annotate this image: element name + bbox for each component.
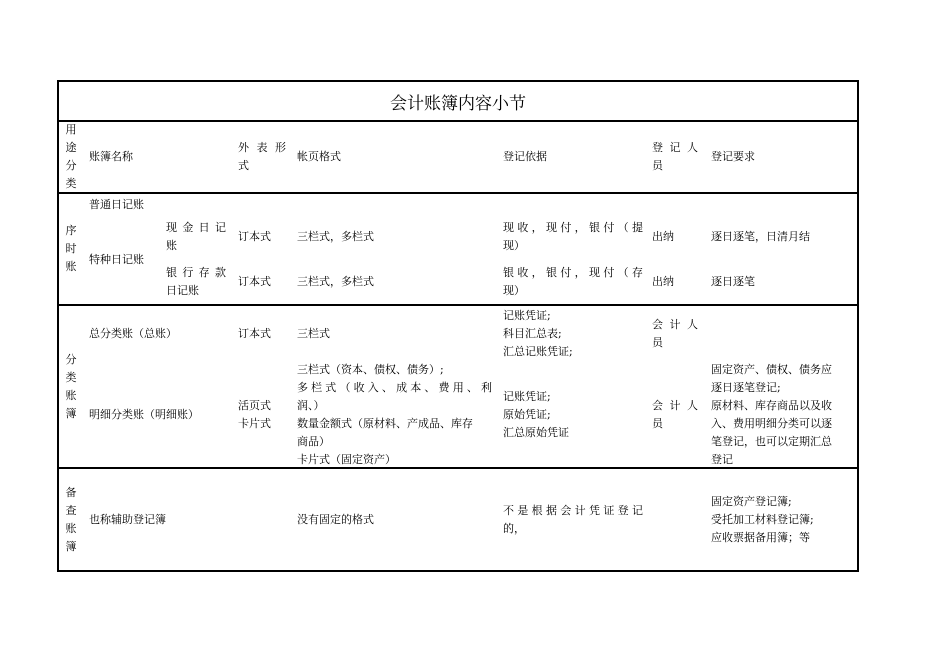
category-cls: 分 类 账 簿 bbox=[65, 352, 77, 420]
memo-name: 也称辅助登记簿 bbox=[89, 512, 166, 526]
subsidiary-ledger-req: 固定资产、债权、债务应 逐日逐笔登记; 原材料、库存商品以及收 入、费用明细分类可以逐 笔登记，也可以定期汇总 登记 bbox=[711, 362, 832, 466]
bank-journal-basis: 银收，银付，现付（存 现） bbox=[503, 266, 643, 297]
general-ledger-person: 会 计 人 员 bbox=[652, 318, 698, 349]
table-title: 会计账簿内容小节 bbox=[390, 93, 526, 114]
header-format: 帐页格式 bbox=[297, 150, 341, 163]
general-ledger-name: 总分类账（总账） bbox=[89, 327, 177, 340]
cash-journal-format: 三栏式，多栏式 bbox=[297, 230, 374, 243]
subsidiary-ledger-format: 三栏式（资本、债权、债务）; 多栏式（收入、成本、费用、利 润、） 数量金额式（原材料、产成品、库存 商品） 卡片式（固定资产） bbox=[297, 362, 492, 466]
category-memo: 备 查 账 簿 bbox=[65, 485, 77, 553]
cash-journal-person: 出纳 bbox=[652, 230, 674, 243]
summary-table bbox=[57, 80, 859, 572]
memo-basis: 不是根据会计凭证登记 的， bbox=[503, 503, 643, 535]
general-ledger-basis: 记账凭证; 科目汇总表; 汇总记账凭证; bbox=[503, 309, 573, 358]
general-journal: 普通日记账 bbox=[89, 198, 144, 211]
subsidiary-ledger-name: 明细分类账（明细账） bbox=[89, 407, 199, 421]
header-usage: 用 途 分 类 bbox=[65, 123, 77, 190]
category-seq: 序 时 账 bbox=[65, 224, 77, 273]
subsidiary-ledger-person: 会 计 人 员 bbox=[652, 398, 698, 430]
bank-journal-req: 逐日逐笔 bbox=[711, 275, 755, 288]
memo-req: 固定资产登记簿; 受托加工材料登记簿; 应收票据备用簿；等 bbox=[711, 494, 814, 544]
header-req: 登记要求 bbox=[711, 150, 755, 163]
bank-journal-name: 银 行 存 款 日记账 bbox=[166, 266, 226, 297]
subsidiary-ledger-basis: 记账凭证; 原始凭证; 汇总原始凭证 bbox=[503, 389, 569, 439]
cash-journal-basis: 现收，现付，银付（提 现） bbox=[503, 221, 643, 252]
cash-journal-form: 订本式 bbox=[238, 230, 271, 243]
general-ledger-form: 订本式 bbox=[238, 327, 271, 340]
cash-journal-name: 现 金 日 记 账 bbox=[166, 221, 226, 252]
header-basis: 登记依据 bbox=[503, 150, 547, 163]
bank-journal-person: 出纳 bbox=[652, 275, 674, 288]
special-journal: 特种日记账 bbox=[89, 253, 144, 266]
general-ledger-format: 三栏式 bbox=[297, 327, 330, 340]
memo-format: 没有固定的格式 bbox=[297, 512, 374, 526]
header-person: 登 记 人 员 bbox=[652, 141, 698, 172]
bank-journal-format: 三栏式，多栏式 bbox=[297, 275, 374, 288]
bank-journal-form: 订本式 bbox=[238, 275, 271, 288]
subsidiary-ledger-form: 活页式 卡片式 bbox=[238, 398, 271, 430]
cash-journal-req: 逐日逐笔，日清月结 bbox=[711, 230, 810, 243]
header-form: 外 表 形 式 bbox=[238, 141, 286, 172]
header-name: 账簿名称 bbox=[89, 150, 133, 163]
